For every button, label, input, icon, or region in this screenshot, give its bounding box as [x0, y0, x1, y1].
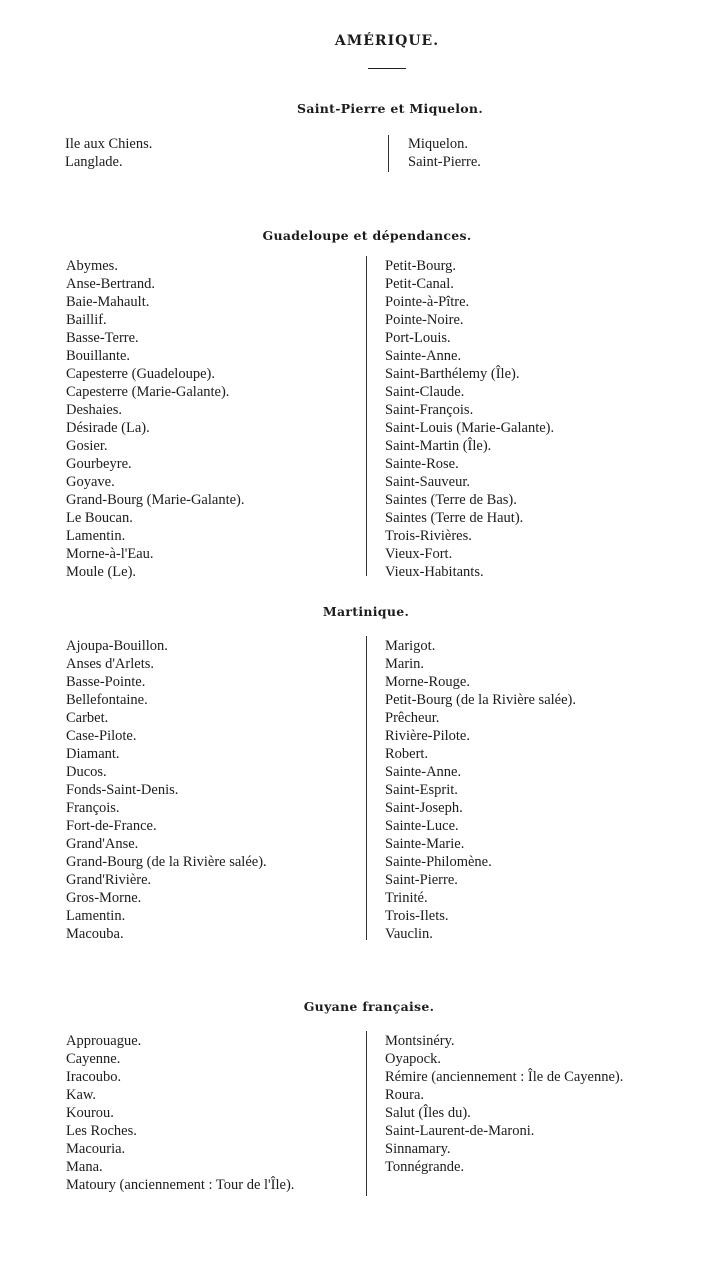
place-name-entry: Morne-à-l'Eau. — [66, 546, 154, 562]
place-name-entry: Saint-Pierre. — [385, 872, 458, 888]
place-name-entry: Sinnamary. — [385, 1141, 451, 1157]
place-name-entry: Matoury (anciennement : Tour de l'Île). — [66, 1177, 295, 1193]
place-name-entry: Pointe-à-Pître. — [385, 294, 470, 310]
place-name-entry: Les Roches. — [66, 1123, 137, 1139]
place-name-entry: Saint-Joseph. — [385, 800, 463, 816]
place-name-entry: Gourbeyre. — [66, 456, 132, 472]
place-name-entry: Oyapock. — [385, 1051, 441, 1067]
place-name-entry: Prêcheur. — [385, 710, 440, 726]
place-name-entry: Sainte-Philomène. — [385, 854, 492, 870]
place-name-entry: Saint-Louis (Marie-Galante). — [385, 420, 555, 436]
place-name-entry: Rivière-Pilote. — [385, 728, 470, 744]
place-name-entry: Trois-Rivières. — [385, 528, 472, 544]
place-name-entry: Saint-Sauveur. — [385, 474, 470, 490]
place-name-entry: Tonnégrande. — [385, 1159, 465, 1175]
column-divider — [366, 256, 367, 576]
section-heading-guadeloupe: Guadeloupe et dépendances. — [262, 228, 472, 243]
right-column-guadeloupe — [385, 257, 554, 581]
place-name-entry: Saintes (Terre de Haut). — [385, 510, 524, 526]
place-name-entry: Sainte-Anne. — [385, 764, 462, 780]
place-name-entry: Petit-Bourg. — [385, 258, 457, 274]
place-name-entry: Fonds-Saint-Denis. — [66, 782, 179, 798]
place-name-entry: Saint-Martin (Île). — [385, 438, 492, 454]
place-name-entry: Saintes (Terre de Bas). — [385, 492, 517, 508]
place-name-entry: Ajoupa-Bouillon. — [66, 638, 168, 654]
left-column-guadeloupe — [66, 257, 245, 581]
title-rule — [368, 68, 406, 69]
place-name-entry: Deshaies. — [66, 402, 122, 418]
right-column-guyane — [385, 1032, 623, 1176]
place-name-entry: Saint-Barthélemy (Île). — [385, 366, 520, 382]
place-name-entry: Marigot. — [385, 638, 436, 654]
place-name-entry: Macouria. — [66, 1141, 126, 1157]
section-heading-saint-pierre-et-miquelon: Saint-Pierre et Miquelon. — [297, 101, 483, 116]
place-name-entry: Anse-Bertrand. — [66, 276, 155, 292]
right-column-saint-pierre-et-miquelon — [408, 135, 481, 171]
place-name-entry: Cayenne. — [66, 1051, 121, 1067]
place-name-entry: Bellefontaine. — [66, 692, 148, 708]
section-heading-martinique: Martinique. — [322, 604, 410, 619]
place-name-entry: Grand-Bourg (de la Rivière salée). — [66, 854, 267, 870]
place-name-entry: Robert. — [385, 746, 429, 762]
column-divider — [366, 636, 367, 940]
place-name-entry: Trois-Ilets. — [385, 908, 449, 924]
place-name-entry: Gros-Morne. — [66, 890, 142, 906]
place-name-entry: François. — [66, 800, 120, 816]
place-name-entry: Grand-Bourg (Marie-Galante). — [66, 492, 245, 508]
place-name-entry: Iracoubo. — [66, 1069, 122, 1085]
place-name-entry: Moule (Le). — [66, 564, 137, 580]
place-name-entry: Pointe-Noire. — [385, 312, 464, 328]
place-name-entry: Kourou. — [66, 1105, 114, 1121]
place-name-entry: Montsinéry. — [385, 1033, 455, 1049]
place-name-entry: Baillif. — [66, 312, 107, 328]
place-name-entry: Bouillante. — [66, 348, 131, 364]
column-divider — [366, 1031, 367, 1196]
place-name-entry: Kaw. — [66, 1087, 97, 1103]
place-name-entry: Sainte-Marie. — [385, 836, 465, 852]
place-name-entry: Ile aux Chiens. — [65, 136, 153, 152]
place-name-entry: Saint-Claude. — [385, 384, 465, 400]
left-column-saint-pierre-et-miquelon — [65, 135, 152, 171]
place-name-entry: Macouba. — [66, 926, 124, 942]
place-name-entry: Rémire (anciennement : Île de Cayenne). — [385, 1069, 624, 1085]
place-name-entry: Capesterre (Guadeloupe). — [66, 366, 215, 382]
column-divider — [388, 135, 389, 172]
place-name-entry: Gosier. — [66, 438, 108, 454]
place-name-entry: Désirade (La). — [66, 420, 150, 436]
place-name-entry: Fort-de-France. — [66, 818, 157, 834]
place-name-entry: Carbet. — [66, 710, 109, 726]
place-name-entry: Le Boucan. — [66, 510, 133, 526]
place-name-entry: Lamentin. — [66, 908, 126, 924]
place-name-entry: Miquelon. — [408, 136, 469, 152]
place-name-entry: Baie-Mahault. — [66, 294, 150, 310]
place-name-entry: Goyave. — [66, 474, 115, 490]
place-name-entry: Diamant. — [66, 746, 120, 762]
place-name-entry: Vieux-Fort. — [385, 546, 453, 562]
place-name-entry: Basse-Terre. — [66, 330, 139, 346]
place-name-entry: Langlade. — [65, 154, 123, 170]
place-name-entry: Port-Louis. — [385, 330, 451, 346]
place-name-entry: Saint-François. — [385, 402, 474, 418]
right-column-martinique — [385, 637, 576, 943]
place-name-entry: Grand'Anse. — [66, 836, 139, 852]
place-name-entry: Roura. — [385, 1087, 425, 1103]
place-name-entry: Vieux-Habitants. — [385, 564, 484, 580]
left-column-martinique — [66, 637, 267, 943]
place-name-entry: Basse-Pointe. — [66, 674, 146, 690]
place-name-entry: Mana. — [66, 1159, 103, 1175]
place-name-entry: Saint-Esprit. — [385, 782, 458, 798]
place-name-entry: Petit-Canal. — [385, 276, 454, 292]
place-name-entry: Anses d'Arlets. — [66, 656, 154, 672]
place-name-entry: Grand'Rivière. — [66, 872, 152, 888]
place-name-entry: Sainte-Anne. — [385, 348, 462, 364]
left-column-guyane — [66, 1032, 294, 1194]
place-name-entry: Salut (Îles du). — [385, 1105, 471, 1121]
place-name-entry: Morne-Rouge. — [385, 674, 470, 690]
place-name-entry: Saint-Pierre. — [408, 154, 481, 170]
place-name-entry: Marin. — [385, 656, 425, 672]
place-name-entry: Sainte-Rose. — [385, 456, 459, 472]
place-name-entry: Lamentin. — [66, 528, 126, 544]
page-title: AMÉRIQUE. — [334, 33, 440, 49]
place-name-entry: Approuague. — [66, 1033, 142, 1049]
place-name-entry: Capesterre (Marie-Galante). — [66, 384, 230, 400]
place-name-entry: Abymes. — [66, 258, 118, 274]
place-name-entry: Petit-Bourg (de la Rivière salée). — [385, 692, 576, 708]
place-name-entry: Vauclin. — [385, 926, 433, 942]
place-name-entry: Ducos. — [66, 764, 107, 780]
section-heading-guyane-francaise: Guyane française. — [303, 999, 435, 1014]
place-name-entry: Case-Pilote. — [66, 728, 137, 744]
place-name-entry: Saint-Laurent-de-Maroni. — [385, 1123, 535, 1139]
place-name-entry: Sainte-Luce. — [385, 818, 459, 834]
place-name-entry: Trinité. — [385, 890, 428, 906]
